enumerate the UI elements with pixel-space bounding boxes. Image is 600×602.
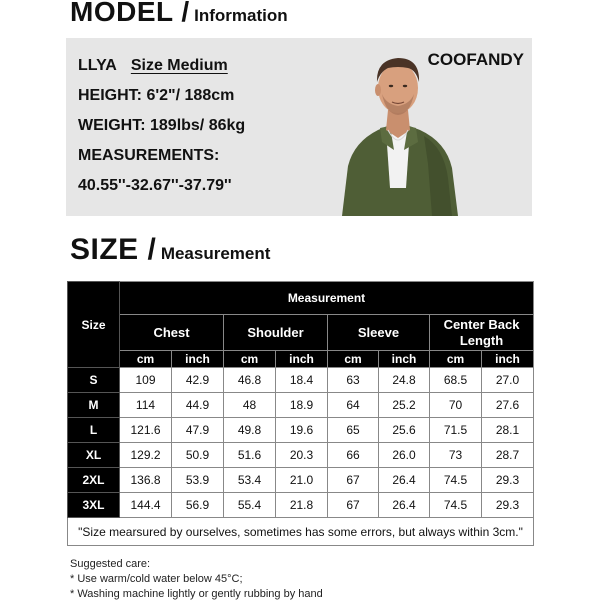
table-cell: 73: [430, 443, 482, 468]
table-cell: 25.2: [379, 393, 430, 418]
model-name-line: [78, 57, 228, 75]
unit-header: cm: [328, 351, 379, 368]
size-chart-table: [67, 281, 534, 546]
model-info-card: [66, 38, 532, 216]
table-cell: 27.6: [482, 393, 534, 418]
table-row: [68, 393, 534, 418]
table-cell: 44.9: [172, 393, 224, 418]
table-header-row: [68, 282, 534, 315]
table-unit-row: [68, 351, 534, 368]
table-cell: 42.9: [172, 368, 224, 393]
unit-header: inch: [482, 351, 534, 368]
table-cell: 49.8: [224, 418, 276, 443]
table-cell: 21.8: [276, 493, 328, 518]
unit-header: inch: [172, 351, 224, 368]
table-cell: 47.9: [172, 418, 224, 443]
care-line: * Use warm/cold water below 45°C;: [70, 573, 243, 585]
table-cell: 63: [328, 368, 379, 393]
table-cell: 56.9: [172, 493, 224, 518]
unit-header: cm: [224, 351, 276, 368]
model-measurements-label: MEASUREMENTS:: [78, 147, 220, 164]
table-cell: 64: [328, 393, 379, 418]
unit-header: inch: [379, 351, 430, 368]
brand-logo: COOFANDY: [427, 50, 524, 69]
table-cell: 67: [328, 493, 379, 518]
group-header-shoulder: Shoulder: [224, 315, 328, 351]
model-height: HEIGHT: 6'2"/ 188cm: [78, 87, 235, 104]
table-cell: 144.4: [120, 493, 172, 518]
table-cell: 51.6: [224, 443, 276, 468]
table-cell: 19.6: [276, 418, 328, 443]
table-cell: 67: [328, 468, 379, 493]
table-cell: 66: [328, 443, 379, 468]
table-cell: 26.0: [379, 443, 430, 468]
table-cell: 50.9: [172, 443, 224, 468]
table-cell: 65: [328, 418, 379, 443]
table-cell: 28.1: [482, 418, 534, 443]
table-cell: 109: [120, 368, 172, 393]
table-cell: 27.0: [482, 368, 534, 393]
table-cell: 18.4: [276, 368, 328, 393]
table-cell: 18.9: [276, 393, 328, 418]
size-label: 3XL: [68, 493, 120, 518]
table-cell: 68.5: [430, 368, 482, 393]
measurement-header: Measurement: [120, 282, 534, 315]
table-cell: 26.4: [379, 493, 430, 518]
table-row: [68, 443, 534, 468]
table-cell: 29.3: [482, 468, 534, 493]
table-cell: 53.9: [172, 468, 224, 493]
table-cell: 21.0: [276, 468, 328, 493]
table-cell: 70: [430, 393, 482, 418]
table-cell: 46.8: [224, 368, 276, 393]
group-header-chest: Chest: [120, 315, 224, 351]
table-cell: 71.5: [430, 418, 482, 443]
group-header-sleeve: Sleeve: [328, 315, 430, 351]
table-cell: 48: [224, 393, 276, 418]
table-cell: 25.6: [379, 418, 430, 443]
size-label: S: [68, 368, 120, 393]
size-column-header: Size: [68, 282, 120, 368]
group-header-center-back-length: Center Back Length: [430, 315, 534, 351]
size-label: 2XL: [68, 468, 120, 493]
size-subheading: Measurement: [160, 244, 271, 263]
model-size-label: Size Medium: [130, 57, 228, 74]
table-group-row: [68, 315, 534, 351]
care-section: [70, 557, 323, 602]
table-cell: 20.3: [276, 443, 328, 468]
unit-header: cm: [430, 351, 482, 368]
table-cell: 26.4: [379, 468, 430, 493]
table-cell: 129.2: [120, 443, 172, 468]
table-cell: 74.5: [430, 468, 482, 493]
table-row: [68, 493, 534, 518]
size-label: L: [68, 418, 120, 443]
table-cell: 29.3: [482, 493, 534, 518]
table-row: [68, 368, 534, 393]
table-cell: 28.7: [482, 443, 534, 468]
model-name: LLYA: [78, 57, 117, 74]
table-cell: 24.8: [379, 368, 430, 393]
size-heading: SIZE /: [70, 233, 157, 266]
table-cell: 74.5: [430, 493, 482, 518]
size-label: XL: [68, 443, 120, 468]
table-cell: 114: [120, 393, 172, 418]
model-measurements-value: 40.55''-32.67''-37.79'': [78, 177, 232, 194]
table-row: [68, 468, 534, 493]
table-cell: 121.6: [120, 418, 172, 443]
care-line: * Washing machine lightly or gently rubbing by hand: [70, 588, 323, 600]
size-note: "Size mearsured by ourselves, sometimes has some errors, but always within 3cm.": [68, 518, 534, 546]
model-subheading: Information: [194, 6, 288, 25]
model-section-title: [70, 0, 288, 28]
size-section-title: [70, 233, 270, 267]
model-weight: WEIGHT: 189lbs/ 86kg: [78, 117, 246, 134]
model-heading: MODEL /: [70, 0, 190, 27]
table-cell: 53.4: [224, 468, 276, 493]
table-cell: 136.8: [120, 468, 172, 493]
size-label: M: [68, 393, 120, 418]
table-row: [68, 418, 534, 443]
model-photo: [328, 38, 468, 216]
unit-header: cm: [120, 351, 172, 368]
care-title: Suggested care:: [70, 558, 151, 570]
unit-header: inch: [276, 351, 328, 368]
table-note-row: [68, 518, 534, 546]
table-cell: 55.4: [224, 493, 276, 518]
